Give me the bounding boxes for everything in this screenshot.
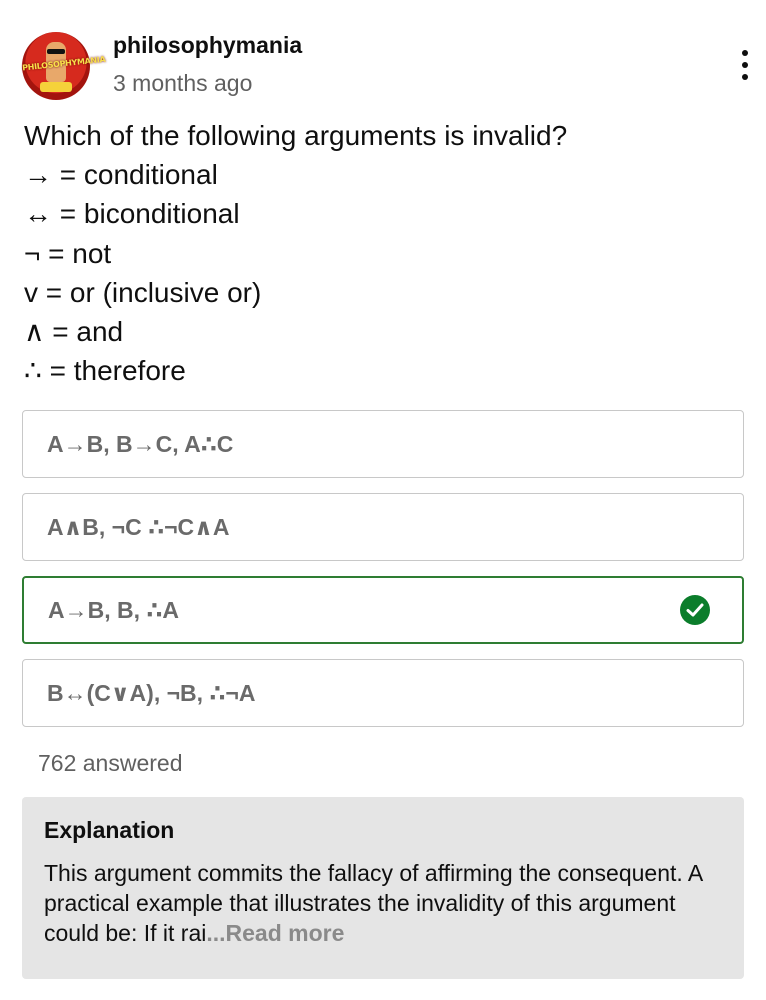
question-line: ↔ = biconditional [24,198,240,230]
quiz-option[interactable] [22,410,744,478]
explanation-title: Explanation [44,817,175,843]
option-label: A→B, B→C, A∴C [47,430,234,457]
option-label: A→B, B, ∴A [48,596,180,623]
ellipsis: ... [206,920,226,946]
menu-dot [742,50,748,56]
check-circle-icon [680,595,710,625]
post-timestamp: 3 months ago [113,70,253,96]
answered-count: 762 answered [38,750,183,776]
question-line: ∧ = and [24,316,124,348]
post-header [22,30,752,102]
explanation-panel [22,797,744,979]
question-line: ∴ = therefore [24,355,186,387]
question-line: → = conditional [24,159,218,191]
question-line: ¬ = not [24,237,112,269]
explanation-body [44,858,722,948]
quiz-options [22,410,744,742]
author-name[interactable]: philosophymania [113,32,303,58]
avatar-logo-text: PHILOSOPHYMANIA [21,54,106,73]
menu-dot [742,74,748,80]
menu-dot [742,62,748,68]
question-line: v = or (inclusive or) [24,276,262,308]
quiz-option[interactable] [22,493,744,561]
option-label: B↔(C∨A), ¬B, ∴¬A [47,679,256,706]
avatar-belt [40,82,72,92]
option-label: A∧B, ¬C ∴¬C∧A [47,513,230,540]
read-more-link[interactable]: Read more [225,920,345,946]
more-vertical-icon[interactable] [738,50,752,84]
quiz-question [24,116,744,390]
avatar-sunglasses [47,49,65,54]
question-line: Which of the following arguments is invalid? [24,120,568,151]
explanation-text: This argument commits the fallacy of affirming the consequent. A practical example that illustrates the invalidity of this argument could be: If it rai [44,860,702,946]
quiz-option-correct[interactable] [22,576,744,644]
channel-avatar[interactable] [21,32,106,100]
quiz-option[interactable] [22,659,744,727]
